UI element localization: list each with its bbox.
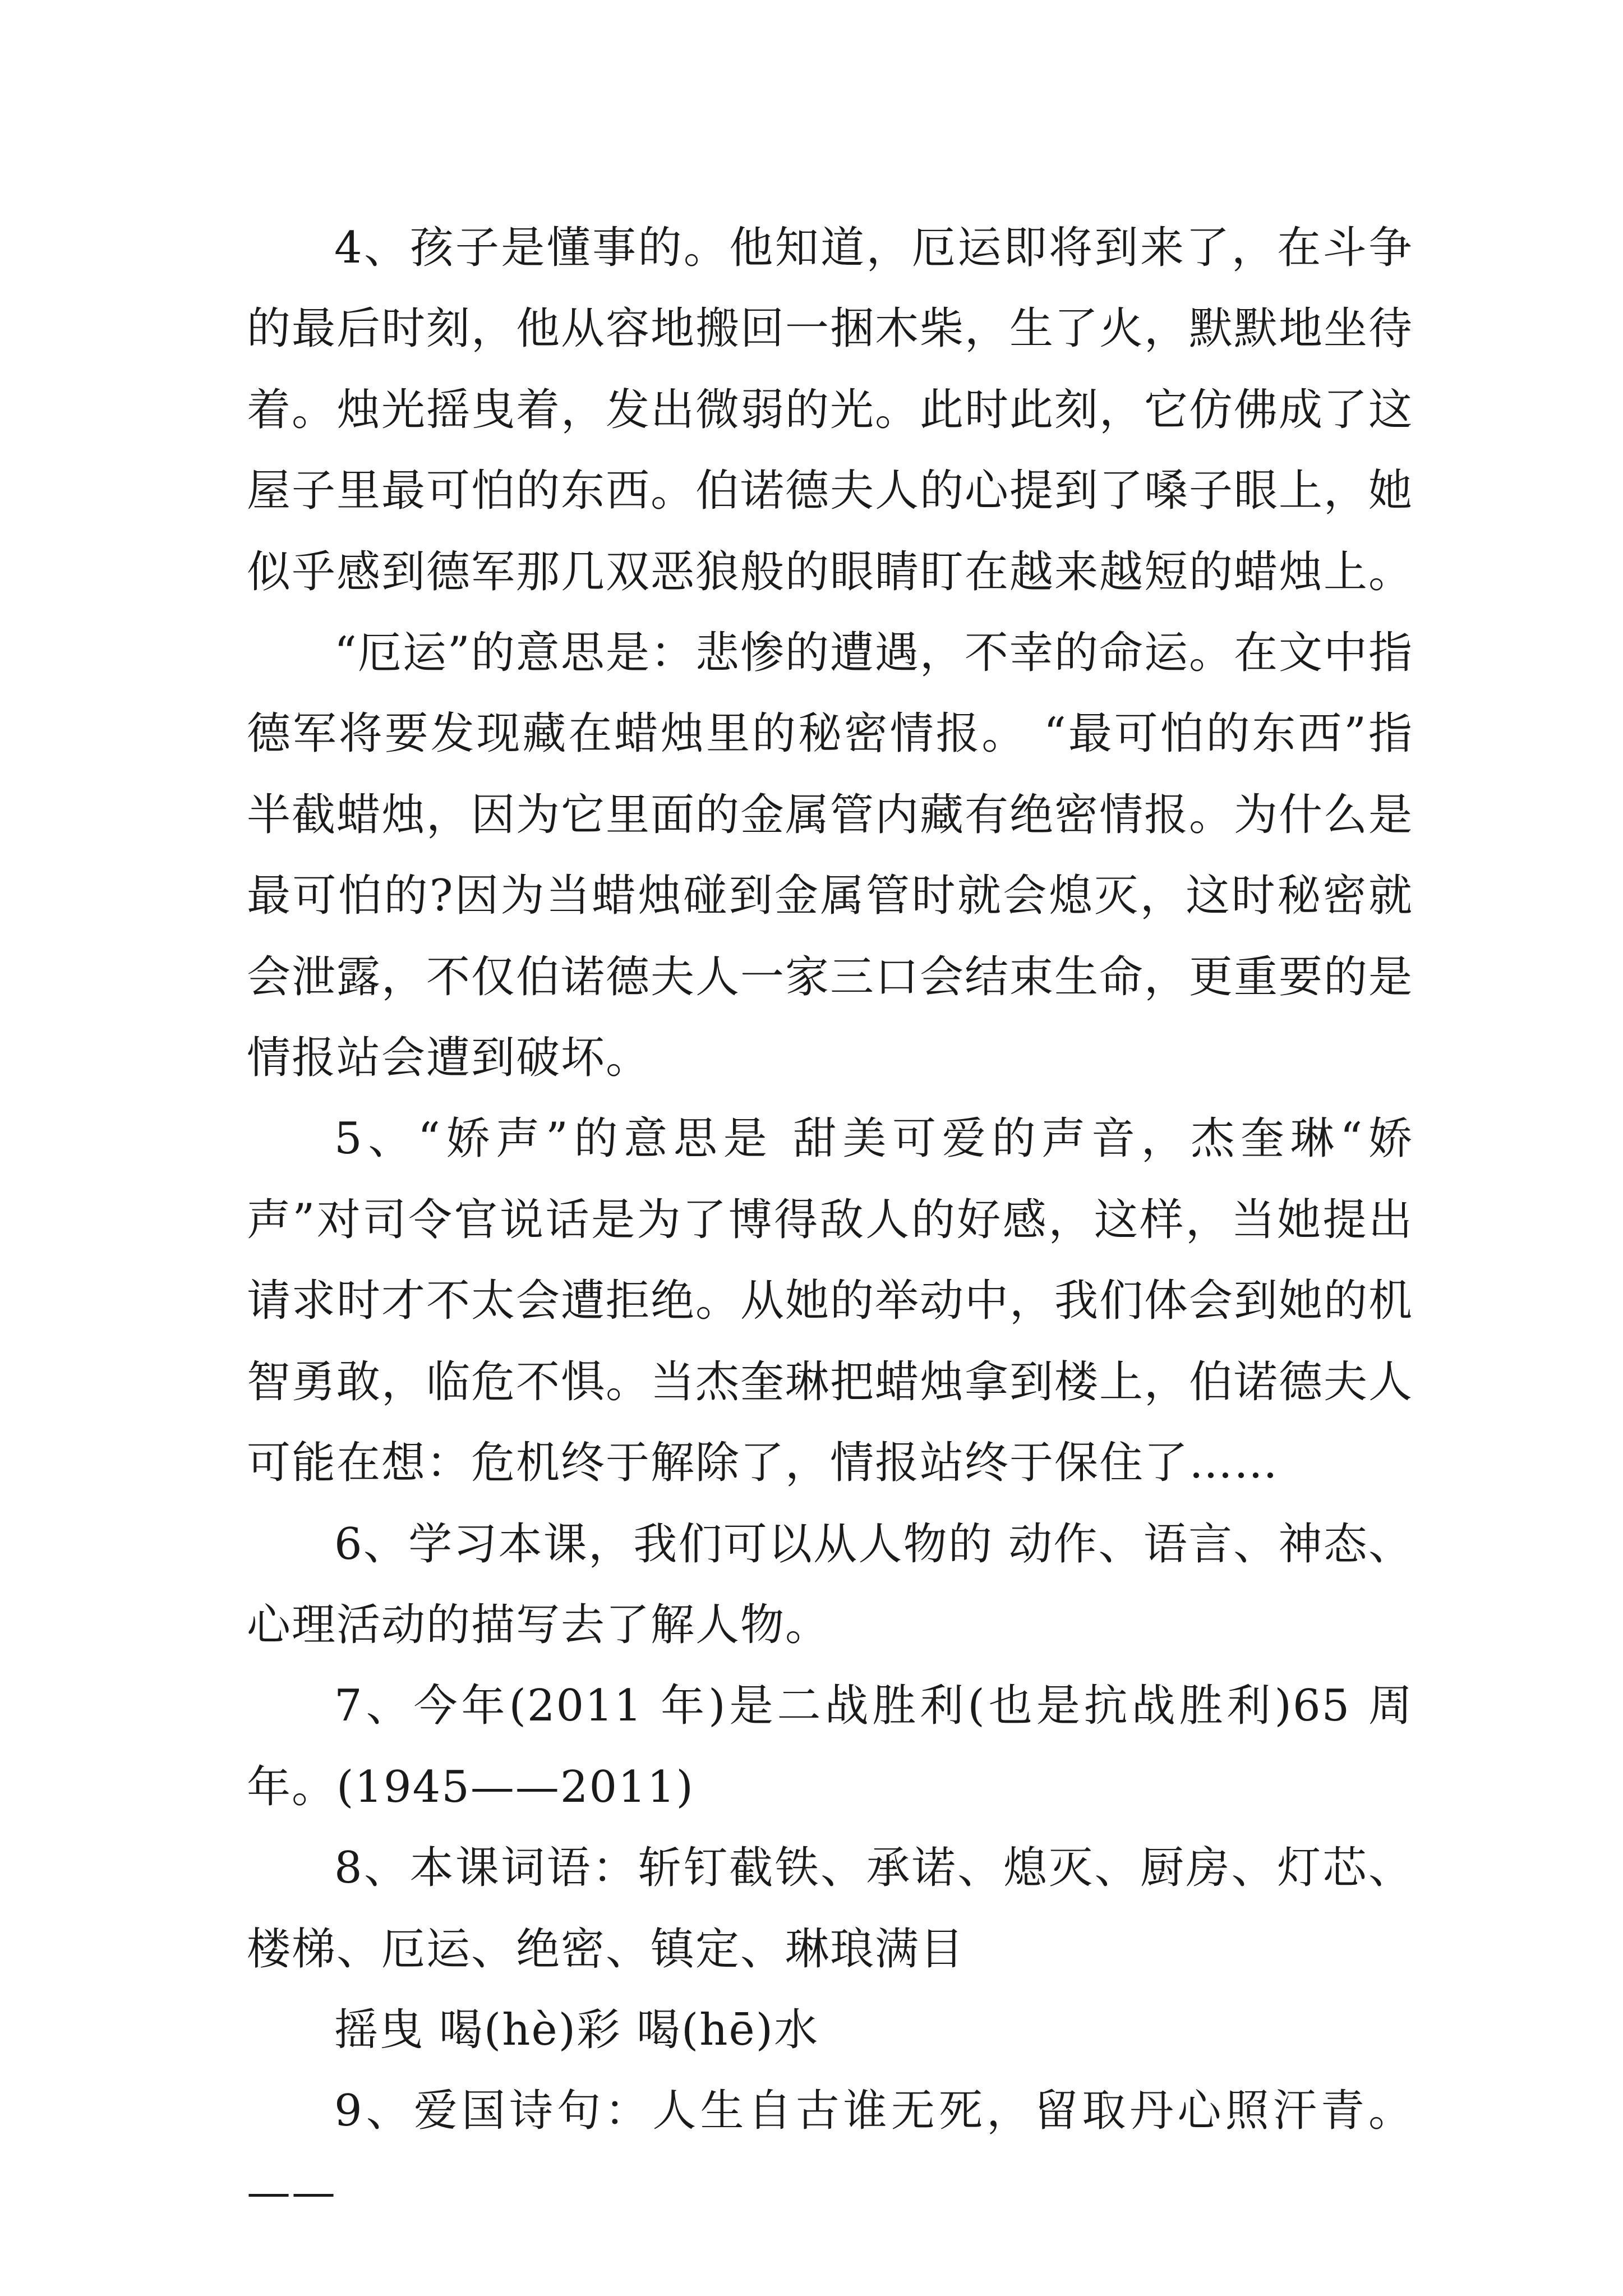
paragraph-item-5: 5、“娇声”的意思是 甜美可爱的声音，杰奎琳“娇声”对司令官说话是为了博得敌人的好感，这样，当她提出请求时才不太会遭拒绝。从她的举动中，我们体会到她的机智勇敢，临危不惧。当杰奎琳把蜡烛拿到楼上，伯诺德夫人可能在想：危机终于解除了，情报站终于保住了…… (247, 1114, 1414, 1489)
paragraph-item-8-pinyin: 摇曳 喝(hè)彩 喝(hē)水 (334, 2004, 819, 2055)
paragraph-item-7: 7、今年(2011 年)是二战胜利(也是抗战胜利)65 周年。(1945——2011) (247, 1681, 1413, 1812)
paragraph-item-4-explanation: “厄运”的意思是：悲惨的遭遇，不幸的命运。在文中指德军将要发现藏在蜡烛里的秘密情报。 “最可怕的东西”指半截蜡烛，因为它里面的金属管内藏有绝密情报。为什么是最可怕的?因为当蜡烛碰到金属管时就会熄灭，这时秘密就会泄露，不仅伯诺德夫人一家三口会结束生命，更重要的是情报站会遭到破坏。 (247, 628, 1414, 1084)
paragraph-item-9: 9、爱国诗句：人生自古谁无死，留取丹心照汗青。—— (247, 2086, 1413, 2217)
document-body (247, 208, 1413, 2233)
paragraph-item-8: 8、本课词语：斩钉截铁、承诺、熄灭、厨房、灯芯、楼梯、厄运、绝密、镇定、琳琅满目 (247, 1843, 1413, 1975)
paragraph-item-6: 6、学习本课，我们可以从人物的 动作、语言、神态、心理活动的描写去了解人物。 (247, 1519, 1413, 1650)
paragraph-item-4: 4、孩子是懂事的。他知道，厄运即将到来了，在斗争的最后时刻，他从容地搬回一捆木柴，生了火，默默地坐待着。烛光摇曳着，发出微弱的光。此时此刻，它仿佛成了这屋子里最可怕的东西。伯诺德夫人的心提到了嗓子眼上，她似乎感到德军那几双恶狼般的眼睛盯在越来越短的蜡烛上。 (247, 223, 1414, 597)
